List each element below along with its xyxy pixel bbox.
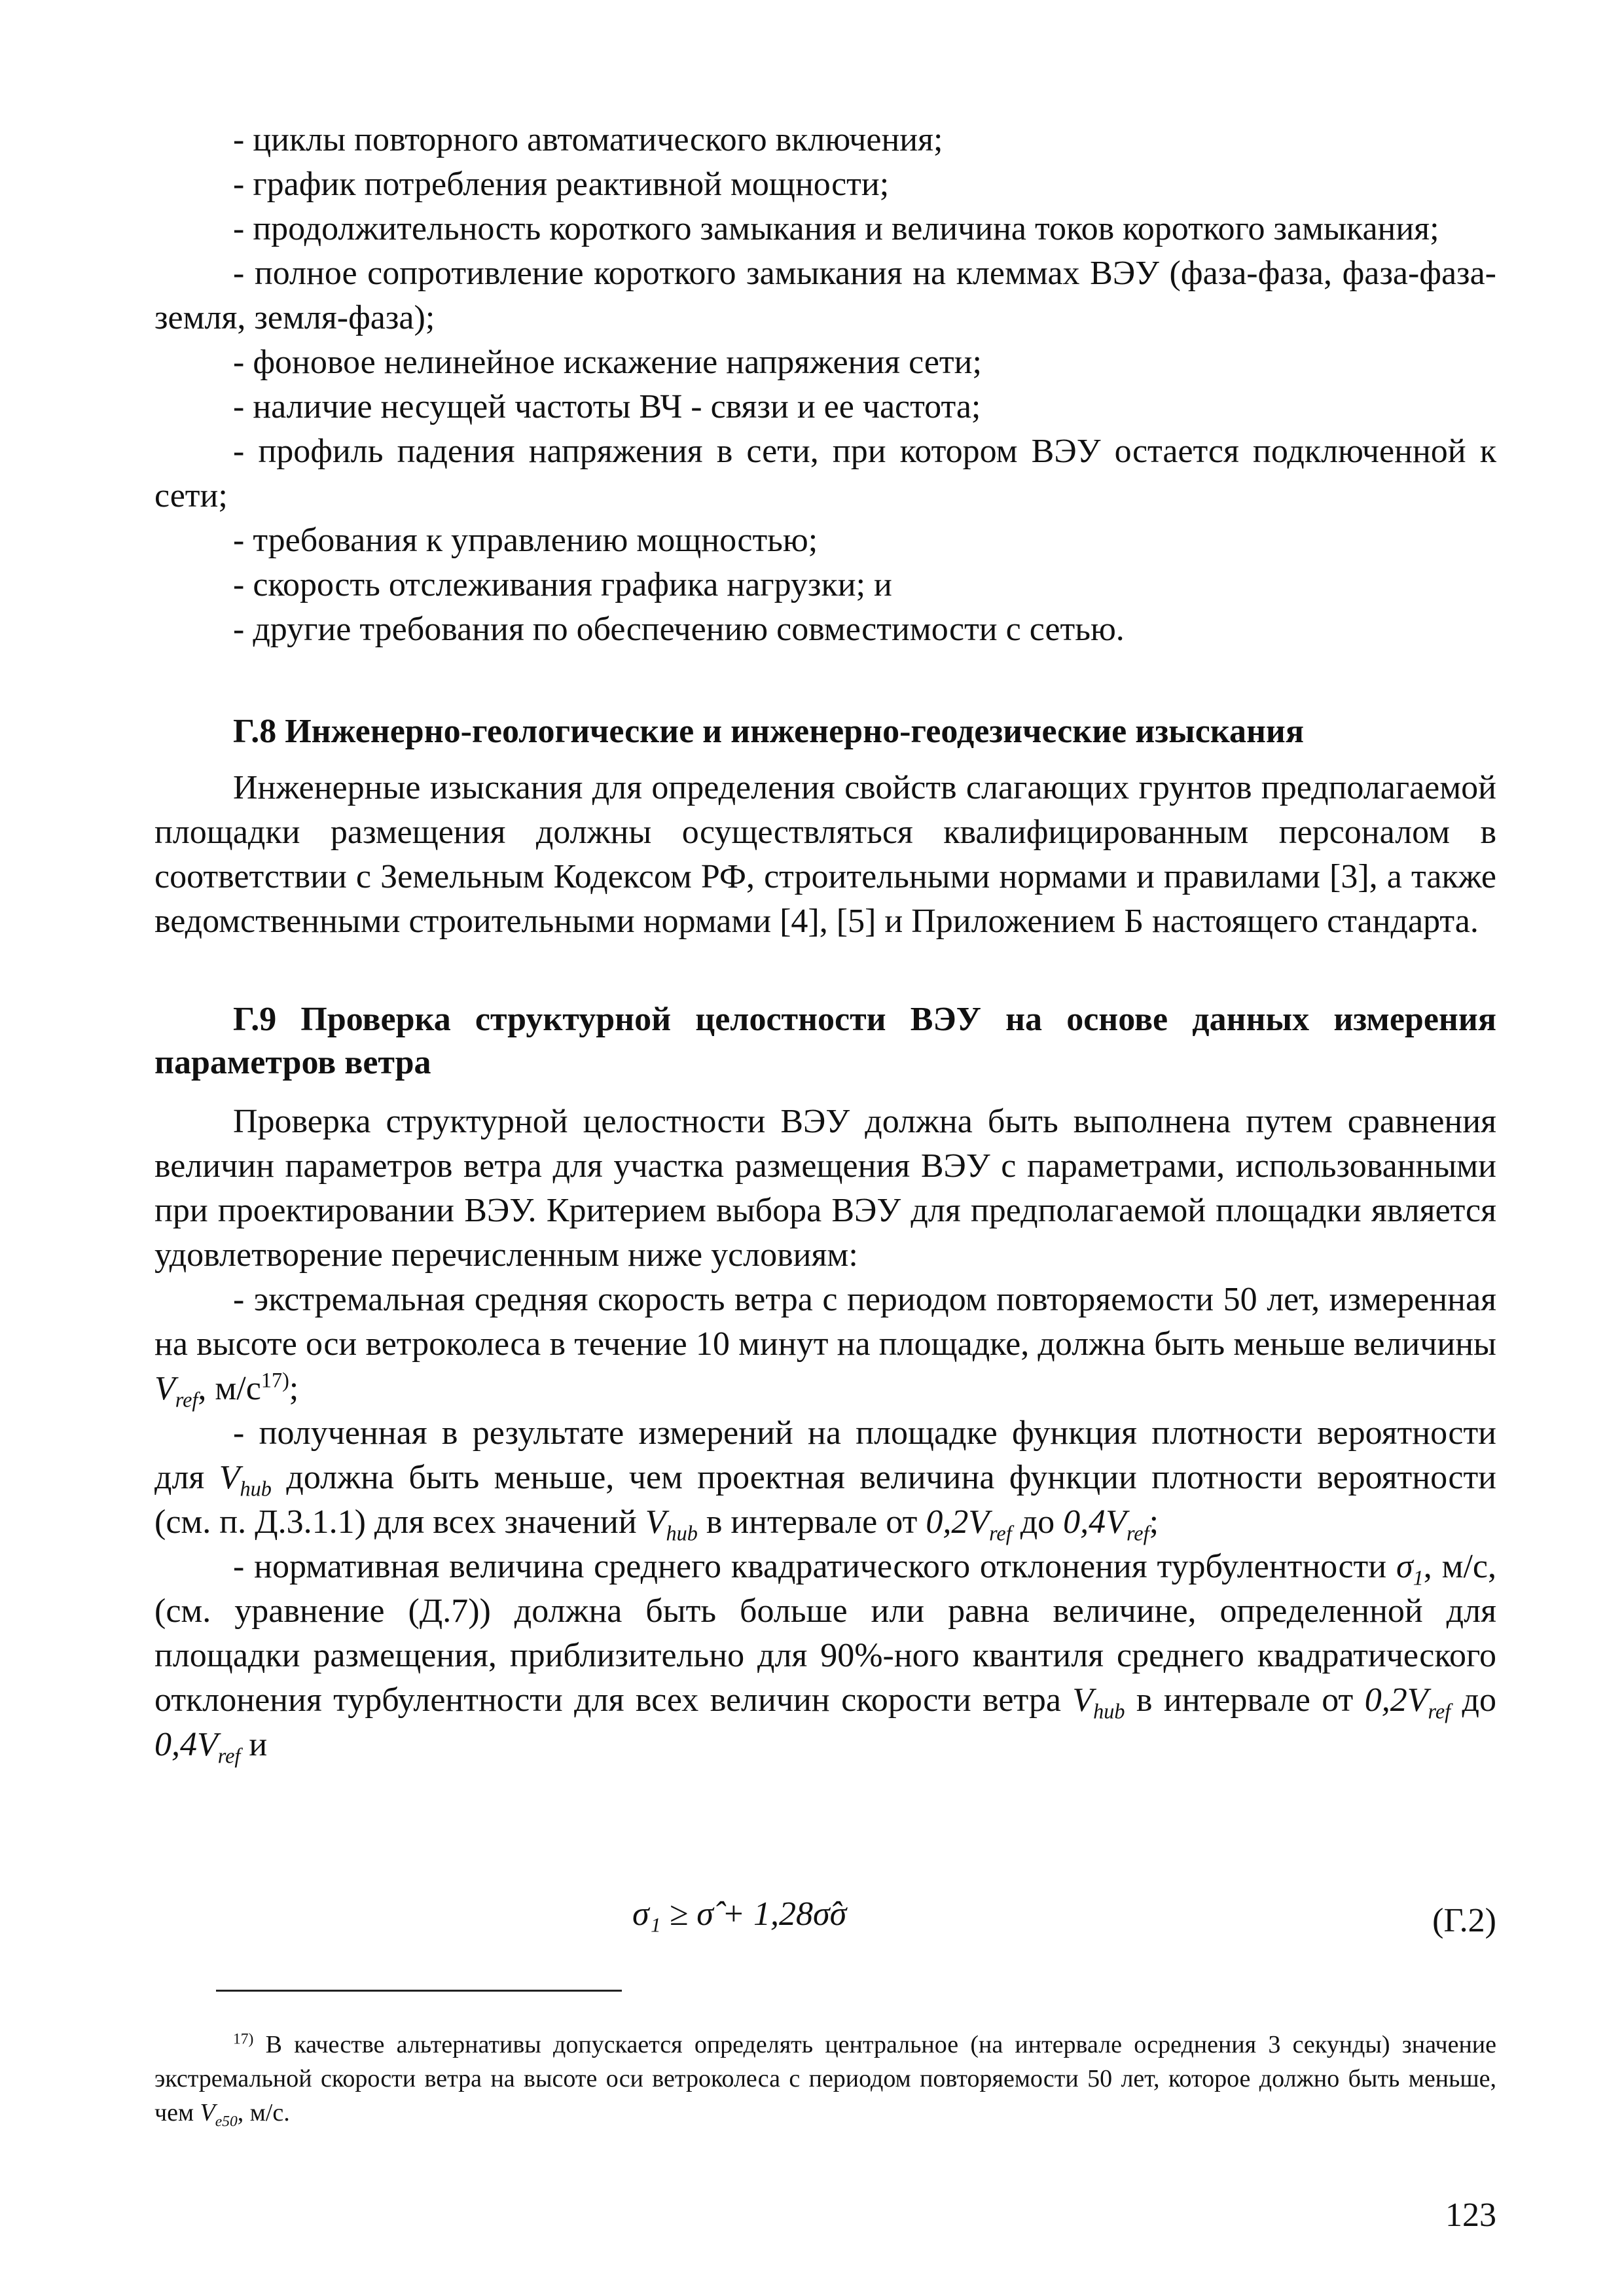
cond3-d: до — [1462, 1681, 1496, 1719]
cond1-text: - экстремальная средняя скорость ветра с периодом повторяемости 50 лет, измеренная на высоте оси ветроколеса в течение 10 минут на площадке, должна быть меньше величины — [154, 1281, 1496, 1363]
cond2-b: должна быть меньше, чем проектная величина функции плотности вероятности (см. п. Д.3.1.1) для всех значений — [154, 1459, 1497, 1541]
upper-bound — [1063, 1503, 1149, 1545]
lower-bound — [1364, 1681, 1451, 1723]
g9-intro: Проверка структурной целостности ВЭУ должна быть выполнена путем сравнения величин параметров ветра для участка размещения ВЭУ с параметрами, использованными при проектировании ВЭУ. Критерием выбора ВЭУ для предполагаемой площадки является удовлетворение перечисленным ниже условиям: — [154, 1103, 1496, 1274]
sigma-letter: σ — [1396, 1548, 1413, 1585]
list-item: - фоновое нелинейное искажение напряжения сети; — [233, 344, 982, 381]
ref-subscript: ref — [175, 1388, 198, 1412]
list-item: - требования к управлению мощностью; — [233, 522, 818, 559]
coef: 0,2 — [1364, 1681, 1407, 1719]
cond1-end: ; — [289, 1370, 299, 1407]
hub-subscript: hub — [1093, 1699, 1125, 1723]
v-letter: V — [219, 1459, 240, 1496]
g9-condition-1 — [154, 1278, 1496, 1411]
v-e50-symbol — [200, 2099, 238, 2130]
cond2-c: в интервале от — [706, 1503, 918, 1541]
cond3-e: и — [249, 1726, 268, 1763]
list-item: - скорость отслеживания графика нагрузки; и — [233, 566, 892, 603]
cond1-tail: , м/с — [198, 1370, 261, 1407]
footnote-divider — [216, 1990, 622, 1992]
list-item: - циклы повторного автоматического включения; — [233, 121, 943, 158]
v-ref-symbol — [154, 1370, 198, 1412]
section-body-g8: Инженерные изыскания для определения свойств слагающих грунтов предполагаемой площадки размещения должны осуществляться квалифицированным персоналом в соответствии с Земельным Кодексом РФ, строительными нормами и правилами [3], а также ведомственными строительными нормами [4], [5] и Приложением Б настоящего стандарта. — [154, 769, 1496, 940]
v-letter: V — [154, 1370, 175, 1407]
v-letter: V — [197, 1726, 218, 1763]
section-heading-g9: Г.9 Проверка структурной целостности ВЭУ на основе данных измерения параметров ветра — [154, 1001, 1496, 1081]
lower-bound — [926, 1503, 1012, 1545]
cond3-a: - нормативная величина среднего квадратического отклонения турбулентности — [233, 1548, 1387, 1585]
v-letter: V — [645, 1503, 666, 1541]
ref-subscript: ref — [217, 1744, 241, 1768]
v-letter: V — [1072, 1681, 1094, 1719]
cond2-e: ; — [1149, 1503, 1159, 1541]
cond3-b: , м/с, (см. уравнение (Д.7)) должна быть больше или равна величине, определенной для площадки размещения, приблизительно для 90%-ного квантиля среднего квадратического отклонения турбулентности для всех величин скорости ветра — [154, 1548, 1497, 1719]
section-body-g9 — [154, 1100, 1496, 1767]
section-heading-g8: Г.8 Инженерно-геологические и инженерно-геодезические изыскания — [233, 713, 1305, 750]
footnote-ref: 17) — [261, 1368, 289, 1392]
ref-subscript: ref — [989, 1521, 1012, 1545]
ref-subscript: ref — [1428, 1699, 1451, 1723]
ref-subscript: ref — [1126, 1521, 1149, 1545]
coef: 0,4 — [1063, 1503, 1106, 1541]
equation-row — [154, 1895, 1496, 1947]
equation-number: (Г.2) — [1432, 1902, 1496, 1939]
coef: 0,4 — [154, 1726, 197, 1763]
v-letter: V — [200, 2099, 215, 2126]
v-letter: V — [1407, 1681, 1428, 1719]
cond2-d: до — [1020, 1503, 1055, 1541]
hub-subscript: hub — [666, 1521, 698, 1545]
one-subscript: 1 — [1413, 1566, 1424, 1590]
footnote-mark: 17) — [233, 2030, 254, 2048]
g9-condition-3 — [154, 1545, 1496, 1767]
footnote-text: В качестве альтернативы допускается определять центральное (на интервале осреднения 3 секунды) значение экстремальной скорости ветра на высоте оси ветроколеса с периодом повторяемости 50 лет, которое должно быть меньше, чем — [154, 2031, 1496, 2126]
g9-condition-2 — [154, 1411, 1496, 1545]
v-hub-symbol — [645, 1503, 698, 1545]
v-hub-symbol — [1072, 1681, 1125, 1723]
e50-subscript: e50 — [215, 2113, 238, 2130]
v-letter: V — [968, 1503, 990, 1541]
sigma-one-symbol — [1396, 1548, 1424, 1590]
page-number: 123 — [1445, 2197, 1496, 2234]
cond2-a: - полученная в результате измерений на площадке функция плотности вероятности для — [154, 1414, 1496, 1496]
list-item: - график потребления реактивной мощности; — [233, 166, 890, 203]
upper-bound — [154, 1726, 241, 1768]
equation: σ₁ ≥ σ̂ + 1,28σ̂σ — [632, 1895, 847, 1933]
v-hub-symbol — [219, 1459, 272, 1501]
list-item: - другие требования по обеспечению совместимости с сетью. — [233, 611, 1125, 648]
coef: 0,2 — [926, 1503, 969, 1541]
v-letter: V — [1106, 1503, 1127, 1541]
footnote — [154, 2028, 1496, 2130]
footnote-tail: , м/с. — [237, 2099, 290, 2126]
requirements-list — [154, 118, 1496, 652]
list-item: - полное сопротивление короткого замыкания на клеммах ВЭУ (фаза-фаза, фаза-фаза-земля, земля-фаза); — [154, 255, 1496, 336]
cond3-c: в интервале от — [1136, 1681, 1354, 1719]
list-item: - наличие несущей частоты ВЧ - связи и ее частота; — [233, 388, 981, 425]
hub-subscript: hub — [240, 1477, 272, 1501]
list-item: - продолжительность короткого замыкания и величина токов короткого замыкания; — [233, 210, 1439, 247]
list-item: - профиль падения напряжения в сети, при котором ВЭУ остается подключенной к сети; — [154, 433, 1496, 514]
